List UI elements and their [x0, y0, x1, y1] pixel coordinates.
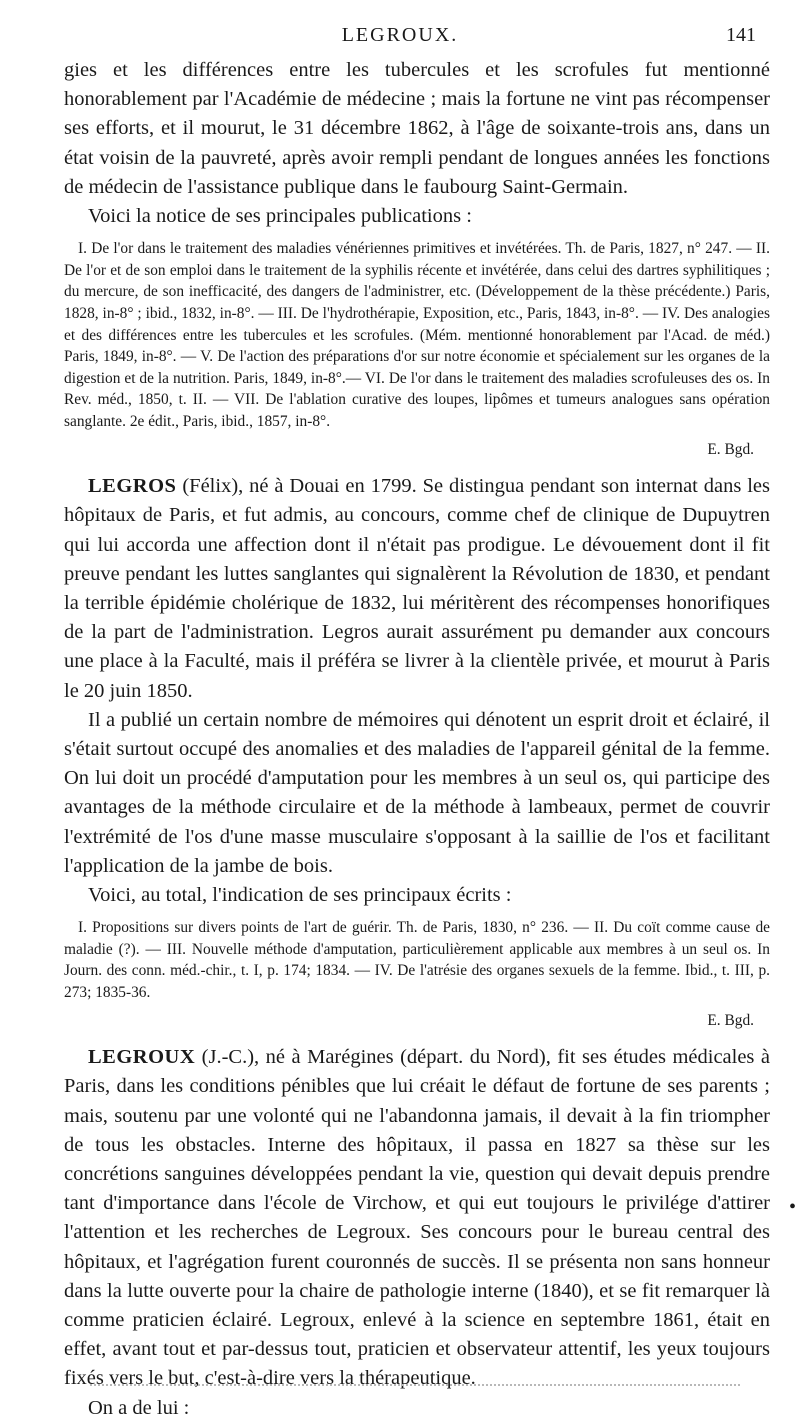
entry-legros-paragraph — [64, 472, 770, 706]
entry-separator — [64, 1031, 770, 1043]
margin-mark: • — [789, 1196, 797, 1218]
entry-legros-paragraph-2: Il a publié un certain nombre de mémoires qui dénotent un esprit droit et éclairé, il s'était surtout occupé des anomalies et des maladies de l'appareil génital de la femme. On lui doit un procédé d'amputation pour les membres à un seul os, qui participe des avantages de la méthode circulaire et de la méthode à lambeaux, permet de couvrir l'extrémité de l'os d'une masse musculaire s'opposant à la saillie de l'os et facilitant l'application de la jambe de bois. — [64, 708, 770, 877]
running-head: LEGROUX. — [341, 24, 459, 46]
entry-name-legroux: LEGROUX — [88, 1046, 196, 1069]
page-body — [64, 56, 770, 1423]
footer-rule — [90, 1384, 740, 1386]
entry-legros-paragraph-3: Voici, au total, l'indication de ses principaux écrits : — [88, 884, 512, 906]
entry-legroux-paragraph — [64, 1043, 770, 1393]
entry-name-legros: LEGROS — [88, 475, 177, 498]
entry-legroux-text: (J.-C.), né à Marégines (départ. du Nord), fit ses études médicales à Paris, dans les conditions pénibles que lui créait le défaut de fortune de ses parents ; mais, soutenu par une volonté qui ne l'abandonna jamais, il devait à la fin triompher de tous les obstacles. Interne des hôpitaux, il passa en 1827 sa thèse sur les concrétions sanguines développées pendant la vie, question qui devait depuis prendre tant d'importance dans l'école de Virchow, et qui eut toujours le privilége d'attirer l'attention et les recherches de Legroux. Ses concours pour le bureau central des hôpitaux, et l'agrégation furent couronnés de succès. Il se présenta non sans honneur dans la lutte ouverte pour la chaire de pathologie interne (1840), et se fit remarquer là comme praticien éclairé. Legroux, enlevé à la science en septembre 1861, était en effet, avant tout et par-dessus tout, praticien et observateur attentif, les yeux toujours fixés vers le but, c'est-à-dire vers la thérapeutique. — [64, 1046, 771, 1390]
entry-separator — [64, 460, 770, 472]
author-signature: E. Bgd. — [707, 440, 754, 458]
author-signature-legros: E. Bgd. — [707, 1011, 754, 1029]
page-number: 141 — [726, 24, 756, 46]
entry-legros-text: (Félix), né à Douai en 1799. Se distingua pendant son internat dans les hôpitaux de Paris, et fut admis, au concours, comme chef de clinique de Dupuytren qui lui accorda une affection dont il n'était pas prodigue. Le dévouement dont il fit preuve pendant les luttes sanglantes qui signalèrent la Révolution de 1830, et pendant la terrible épidémie cholérique de 1832, lui méritèrent des récompenses honorifiques de la part de l'administration. Legros aurait assurément pu demander aux concours une place à la Faculté, mais il préféra se livrer à la clientèle privée, et mourut à Paris le 20 juin 1850. — [64, 475, 771, 702]
paragraph-publications-intro: Voici la notice de ses principales publications : — [88, 205, 472, 228]
paragraph-continuation: gies et les différences entre les tubercules et les scrofules fut mentionné honorablement par l'Académie de médecine ; mais la fortune ne vint pas récompenser ses efforts, et il mourut, le 31 décembre 1862, à l'âge de soixante-trois ans, dans un état voisin de la pauvreté, après avoir rempli pendant de longues années les fonctions de médecin de l'assistance publique dans le faubourg Saint-Germain. — [64, 59, 770, 198]
bibliography-list: I. De l'or dans le traitement des maladies vénériennes primitives et invétérées. Th. de Paris, 1827, n° 247. — II. De l'or et de son emploi dans le traitement de la syphilis récente et invétérée, dans celui des dartres syphilitiques ; du mercure, de son inefficacité, des dangers de l'administrer, etc. (Développement de la thèse précédente.) Paris, 1828, in-8° ; ibid., 1832, in-8°. — III. De l'hydrothérapie, Exposition, etc., Paris, 1843, in-8°. — IV. Des analogies et des différences entre les tubercules et les scrofules. (Mém. mentionné honorablement par l'Acad. de méd.) Paris, 1849, in-8°. — V. De l'action des préparations d'or sur notre économie et spécialement sur les organes de la digestion et de la nutrition. Paris, 1849, in-8°.— VI. De l'or dans le traitement des maladies scrofuleuses des os. In Rev. méd., 1850, t. II. — VII. De l'ablation curative des loupes, lipômes et tumeurs analogues sans opération sanglante. 2e édit., Paris, ibid., 1857, in-8°. — [64, 240, 770, 430]
bibliography-list-legros: I. Propositions sur divers points de l'art de guérir. Th. de Paris, 1830, n° 236. — II. Du coït comme cause de maladie (?). — III. Nouvelle méthode d'amputation, particulièrement applicable aux membres à un seul os. In Journ. des conn. méd.-chir., t. I, p. 174; 1834. — IV. De l'atrésie des organes sexuels de la femme. Ibid., t. III, p. 273; 1835-36. — [64, 919, 770, 1001]
page-header — [0, 24, 800, 50]
entry-legroux-paragraph-2: On a de lui : — [88, 1396, 190, 1419]
